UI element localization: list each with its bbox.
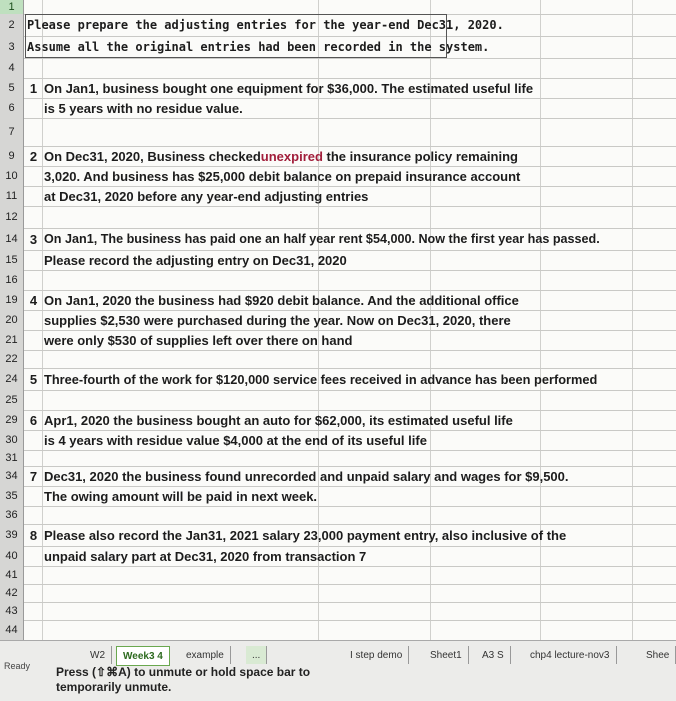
- row-header[interactable]: 11: [0, 186, 24, 206]
- row-header[interactable]: 43: [0, 602, 24, 620]
- row-header[interactable]: 7: [0, 118, 24, 146]
- sheet-row[interactable]: [0, 270, 676, 291]
- row-header[interactable]: 41: [0, 566, 24, 584]
- highlighted-word: unexpired: [260, 148, 323, 164]
- status-text: Ready: [4, 661, 31, 671]
- sheet-row[interactable]: [0, 228, 676, 251]
- row-header[interactable]: 2: [0, 14, 24, 36]
- sheet-row[interactable]: [0, 250, 676, 271]
- row-header[interactable]: 42: [0, 584, 24, 602]
- sheet-row[interactable]: [0, 506, 676, 525]
- item-text[interactable]: Dec31, 2020 the business found unrecorded and unpaid salary and wages for $9,500.: [44, 468, 569, 484]
- item-number[interactable]: 8: [29, 527, 38, 543]
- row-header[interactable]: 19: [0, 290, 24, 310]
- sheet-row[interactable]: [0, 546, 676, 567]
- item-text[interactable]: The owing amount will be paid in next week.: [44, 488, 318, 504]
- row-header[interactable]: 9: [0, 146, 24, 166]
- row-header[interactable]: 14: [0, 228, 24, 250]
- item-number[interactable]: 4: [29, 292, 38, 308]
- row-header[interactable]: 1: [0, 0, 24, 14]
- row-header[interactable]: 35: [0, 486, 24, 506]
- sheet-tab-a3s[interactable]: A3 S: [476, 646, 511, 664]
- sheet-tab-hidden[interactable]: ...: [246, 646, 267, 664]
- row-header[interactable]: 25: [0, 390, 24, 410]
- sheet-row[interactable]: [0, 310, 676, 331]
- sheet-tab-step-demo[interactable]: I step demo: [344, 646, 409, 664]
- sheet-tab-chp4[interactable]: chp4 lecture-nov3: [524, 646, 617, 664]
- item-text[interactable]: at Dec31, 2020 before any year-end adjusting entries: [44, 188, 369, 204]
- item-text[interactable]: [44, 146, 518, 166]
- title-border: [25, 14, 447, 58]
- sheet-row[interactable]: [0, 450, 676, 467]
- item-number[interactable]: 2: [29, 148, 38, 164]
- item-text[interactable]: supplies $2,530 were purchased during the year. Now on Dec31, 2020, there: [44, 312, 511, 328]
- row-header[interactable]: 29: [0, 410, 24, 430]
- sheet-row[interactable]: [0, 206, 676, 229]
- item-number[interactable]: 6: [29, 412, 38, 428]
- row-header[interactable]: 40: [0, 546, 24, 566]
- item-text[interactable]: were only $530 of supplies left over there on hand: [44, 332, 353, 348]
- row-header[interactable]: 39: [0, 524, 24, 546]
- row-header[interactable]: 21: [0, 330, 24, 350]
- sheet-row[interactable]: [0, 58, 676, 79]
- item-text[interactable]: is 4 years with residue value $4,000 at the end of its useful life: [44, 432, 427, 448]
- unmute-tooltip: Press (⇧⌘A) to unmute or hold space bar to temporarily unmute.: [56, 665, 311, 694]
- sheet-row[interactable]: [0, 584, 676, 603]
- row-header[interactable]: 4: [0, 58, 24, 78]
- sheet-row[interactable]: [0, 486, 676, 507]
- sheet-row[interactable]: [0, 330, 676, 351]
- sheet-row[interactable]: [0, 602, 676, 621]
- sheet-row[interactable]: [0, 410, 676, 431]
- sheet-row[interactable]: [0, 390, 676, 411]
- sheet-tab-shee[interactable]: Shee: [640, 646, 676, 664]
- item-text[interactable]: Three-fourth of the work for $120,000 service fees received in advance has been performed: [44, 371, 598, 387]
- sheet-tab-sheet1[interactable]: Sheet1: [424, 646, 469, 664]
- row-header[interactable]: 22: [0, 350, 24, 368]
- item-text[interactable]: 3,020. And business has $25,000 debit balance on prepaid insurance account: [44, 168, 521, 184]
- sheet-row[interactable]: [0, 0, 676, 15]
- item-number[interactable]: 3: [29, 231, 38, 247]
- item-number[interactable]: 1: [29, 80, 38, 96]
- row-header[interactable]: 5: [0, 78, 24, 98]
- item-text[interactable]: On Jan1, business bought one equipment for $36,000. The estimated useful life: [44, 80, 534, 96]
- row-header[interactable]: 30: [0, 430, 24, 450]
- sheet-row[interactable]: [0, 166, 676, 187]
- sheet-row[interactable]: [0, 186, 676, 207]
- item-text[interactable]: Apr1, 2020 the business bought an auto for $62,000, its estimated useful life: [44, 412, 513, 428]
- row-header[interactable]: 31: [0, 450, 24, 466]
- sheet-row[interactable]: [0, 98, 676, 119]
- item-text[interactable]: is 5 years with no residue value.: [44, 100, 243, 116]
- row-header[interactable]: 16: [0, 270, 24, 290]
- row-header[interactable]: 44: [0, 620, 24, 640]
- item-text[interactable]: Please also record the Jan31, 2021 salary 23,000 payment entry, also inclusive of the: [44, 527, 567, 543]
- item-text-part: On Dec31, 2020, Business checked: [44, 148, 261, 164]
- row-header[interactable]: 20: [0, 310, 24, 330]
- sheet-row[interactable]: [0, 620, 676, 641]
- sheet-row[interactable]: [0, 78, 676, 99]
- sheet-row[interactable]: [0, 524, 676, 547]
- sheet-row[interactable]: [0, 290, 676, 311]
- sheet-row[interactable]: [0, 118, 676, 147]
- sheet-tab-week3-4[interactable]: Week3 4: [116, 646, 170, 666]
- item-text[interactable]: On Jan1, 2020 the business had $920 debit balance. And the additional office: [44, 292, 519, 308]
- sheet-tab-example[interactable]: example: [180, 646, 231, 664]
- row-header[interactable]: 36: [0, 506, 24, 524]
- row-header[interactable]: 3: [0, 36, 24, 58]
- item-text[interactable]: On Jan1, The business has paid one an half year rent $54,000. Now the first year has passed.: [44, 232, 600, 246]
- item-text-part: the insurance policy remaining: [322, 148, 518, 164]
- row-header[interactable]: 10: [0, 166, 24, 186]
- row-header[interactable]: 34: [0, 466, 24, 486]
- sheet-row[interactable]: [0, 350, 676, 369]
- item-text[interactable]: Please record the adjusting entry on Dec31, 2020: [44, 252, 347, 268]
- sheet-row[interactable]: [0, 430, 676, 451]
- title-line-1[interactable]: Please prepare the adjusting entries for the year-end Dec31, 2020.: [27, 18, 504, 32]
- sheet-row[interactable]: [0, 566, 676, 585]
- sheet-row[interactable]: [0, 146, 676, 167]
- row-header[interactable]: 15: [0, 250, 24, 270]
- sheet-tab-w2[interactable]: W2: [84, 646, 112, 664]
- sheet-row[interactable]: [0, 368, 676, 391]
- title-line-2[interactable]: Assume all the original entries had been recorded in the system.: [27, 40, 490, 54]
- row-header[interactable]: 12: [0, 206, 24, 228]
- row-header[interactable]: 6: [0, 98, 24, 118]
- sheet-row[interactable]: [0, 466, 676, 487]
- row-header[interactable]: 24: [0, 368, 24, 390]
- item-number[interactable]: 7: [29, 468, 38, 484]
- item-text[interactable]: unpaid salary part at Dec31, 2020 from transaction 7: [44, 548, 367, 564]
- item-number[interactable]: 5: [29, 371, 38, 387]
- sheet-tab-bar: [0, 640, 676, 701]
